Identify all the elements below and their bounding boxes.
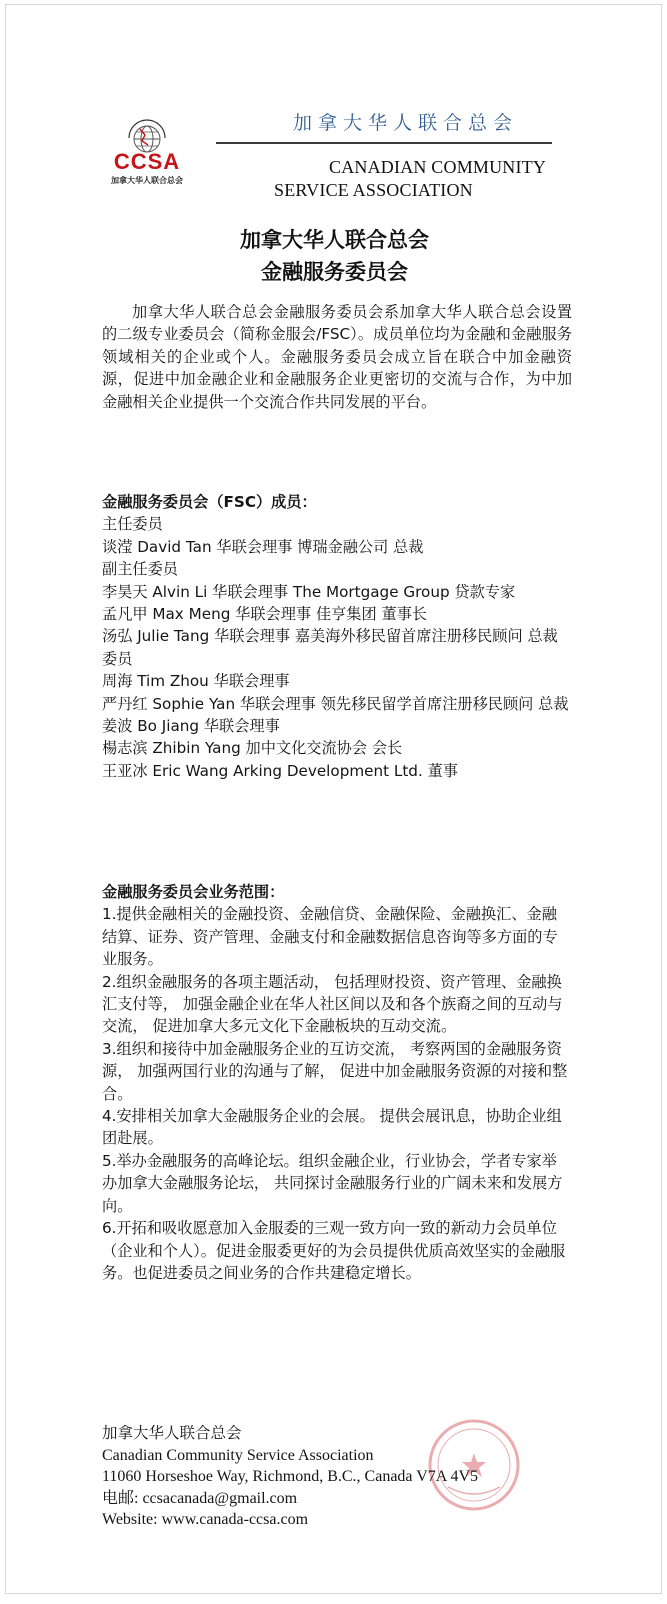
member-entry: 姜波 Bo Jiang 华联会理事 (102, 717, 280, 736)
scope-item: 5.举办金融服务的高峰论坛。组织金融企业，行业协会，学者专家举办加拿大金融服务论坛， 共同探讨金融服务行业的广阔未来和发展方向。 (102, 1151, 563, 1215)
member-entry: 严丹红 Sophie Yan 华联会理事 领先移民留学首席注册移民顾问 总裁 (102, 694, 569, 713)
scope-item: 2.组织金融服务的各项主题活动， 包括理财投资、资产管理、金融换汇支付等， 加强金融企业在华人社区间以及和各个族裔之间的互动与交流， 促进加拿大多元文化下金融板块的互动交流。 (102, 972, 563, 1036)
footer-website: Website: www.canada-ccsa.com (102, 1511, 309, 1528)
member-entry: 汤弘 Julie Tang 华联会理事 嘉美海外移民留首席注册移民顾问 总裁 (102, 627, 558, 646)
logo-wordmark: CCSA (113, 149, 181, 174)
document-title-line1: 加拿大华人联合总会 (240, 228, 429, 252)
member-entry: 孟凡甲 Max Meng 华联会理事 佳亨集团 董事长 (102, 605, 428, 624)
scope-item: 4.安排相关加拿大金融服务企业的会展。 提供会展讯息，协助企业组团赴展。 (102, 1107, 562, 1148)
footer-address: 11060 Horseshoe Way, Richmond, B.C., Canada V7A 4V5 (102, 1468, 479, 1485)
header-org-name-en-line1: CANADIAN COMMUNITY (329, 157, 547, 177)
member-label: 委员 (102, 649, 133, 668)
footer-org-cn: 加拿大华人联合总会 (102, 1424, 242, 1442)
footer-email: 电邮: ccsacanada@gmail.com (102, 1489, 298, 1507)
member-entry: 楊志滨 Zhibin Yang 加中文化交流协会 会长 (102, 739, 403, 758)
document-page (5, 4, 662, 1594)
scope-heading: 金融服务委员会业务范围： (102, 883, 285, 901)
vice-chair-label: 副主任委员 (102, 560, 178, 579)
intro-paragraph: 加拿大华人联合总会金融服务委员会系加拿大华人联合总会设置的二级专业委员会（简称金服会/FSC）。成员单位均为金融和金融服务领域相关的企业或个人。金融服务委员会成立旨在联合中加金融资源，促进中加金融企业和金融服务企业更密切的交流与合作，为中加金融相关企业提供一个交流合作共同发展的平台。 (102, 303, 572, 411)
header-divider (216, 142, 552, 144)
scope-item: 1.提供金融相关的金融投资、金融信贷、金融保险、金融换汇、金融结算、证券、资产管理、金融支付和金融数据信息咨询等多方面的专业服务。 (102, 905, 558, 969)
chair-label: 主任委员 (102, 515, 163, 534)
members-section (102, 491, 572, 782)
document-title-line2: 金融服务委员会 (261, 260, 408, 284)
contact-footer (102, 1423, 602, 1531)
members-heading: 金融服务委员会（FSC）成员： (102, 493, 317, 511)
ccsa-logo (108, 117, 186, 187)
member-entry: 周海 Tim Zhou 华联会理事 (102, 672, 290, 691)
logo-subtitle: 加拿大华人联合总会 (111, 176, 183, 185)
member-entry: 王亚冰 Eric Wang Arking Development Ltd. 董事 (102, 761, 458, 780)
scope-item: 6.开拓和吸收愿意加入金服委的三观一致方向一致的新动力会员单位（企业和个人）。促进金服委更好的为会员提供优质高效坚实的金融服务。也促进委员之间业务的合作共建稳定增长。 (102, 1219, 566, 1282)
header-org-name-cn: 加拿大华人联合总会 (293, 112, 519, 134)
scope-item: 3.组织和接待中加金融服务企业的互访交流， 考察两国的金融服务资源， 加强两国行业的沟通与了解， 促进中加金融服务资源的对接和整合。 (102, 1039, 568, 1103)
member-entry: 谈滢 David Tan 华联会理事 博瑞金融公司 总裁 (102, 537, 424, 556)
scope-section (102, 881, 572, 1284)
header-org-name-en-line2: SERVICE ASSOCIATION (274, 180, 473, 200)
member-entry: 李昊天 Alvin Li 华联会理事 The Mortgage Group 贷款专家 (102, 582, 516, 601)
footer-org-en: Canadian Community Service Association (102, 1446, 374, 1464)
